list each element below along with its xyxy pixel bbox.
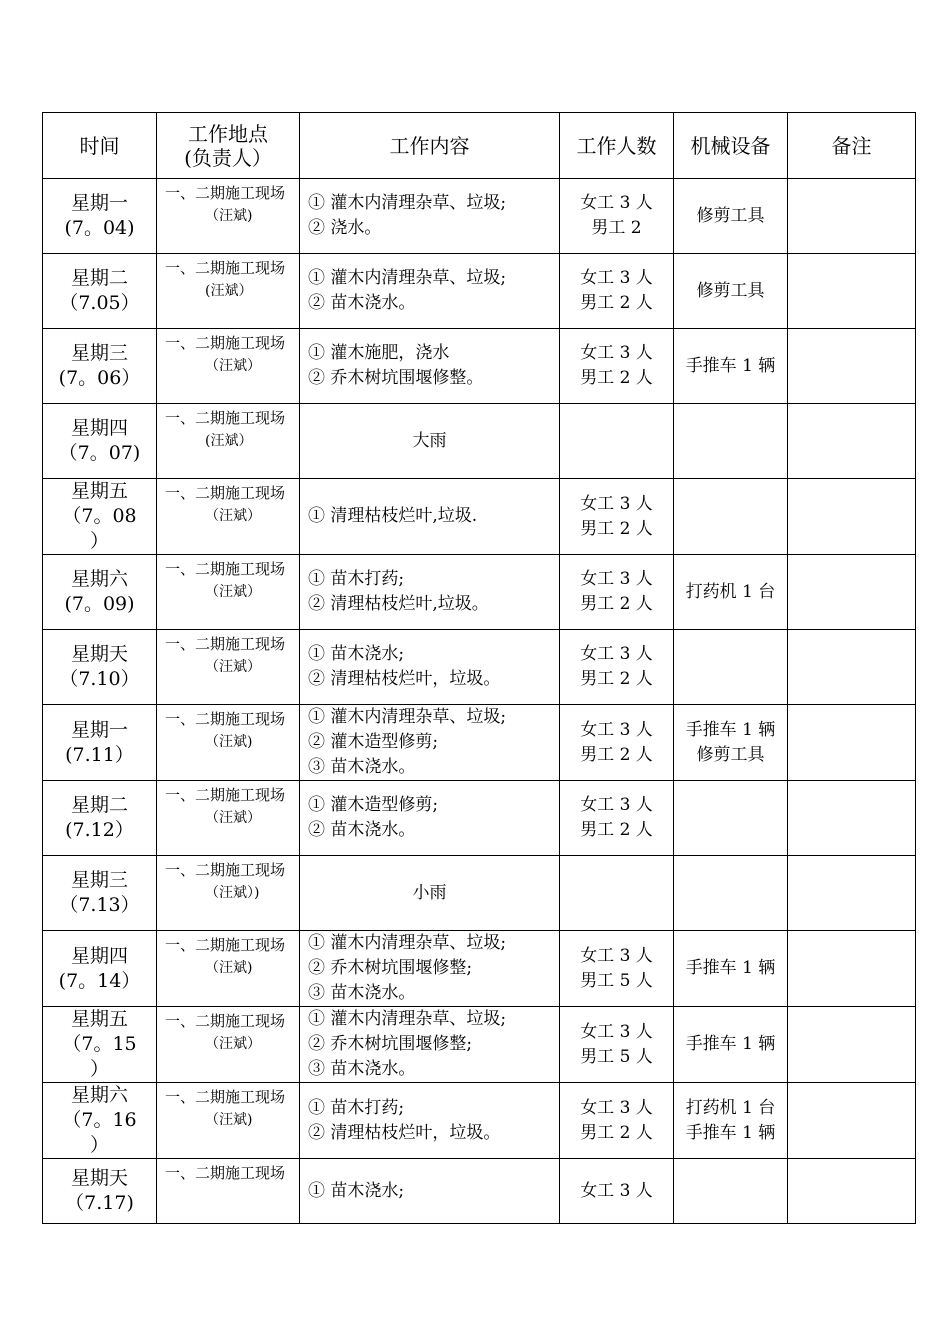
location-cell xyxy=(157,931,300,1007)
staff-cell xyxy=(560,555,674,630)
equipment-cell xyxy=(674,1007,788,1083)
weather-label: 小雨 xyxy=(412,882,447,903)
header-staff: 工作人数 xyxy=(560,113,674,179)
task-item: ③ 苗木浇水。 xyxy=(308,1059,416,1079)
table-row xyxy=(43,254,916,329)
staff-count: 女工 3 人 xyxy=(580,945,653,966)
date-cell xyxy=(43,179,157,254)
staff-cell xyxy=(560,479,674,555)
weekday-label: 星期二 xyxy=(70,267,128,289)
task-item: ① 灌木内清理杂草、垃圾; xyxy=(308,268,507,288)
staff-count: 男工 5 人 xyxy=(580,1046,653,1067)
task-item: ① 灌木施肥，浇水 xyxy=(308,343,450,363)
task-item: ① 灌木内清理杂草、垃圾; xyxy=(308,193,507,213)
staff-count: 男工 2 xyxy=(591,218,642,238)
task-item: ② 清理枯枝烂叶，垃圾。 xyxy=(308,669,501,689)
date-label: （7.10） xyxy=(59,668,140,690)
notes-cell xyxy=(788,856,916,931)
header-notes: 备注 xyxy=(788,113,916,179)
header-location-line1: 工作地点 xyxy=(188,121,268,146)
manager-label: （汪斌） xyxy=(205,508,261,524)
weather-label: 大雨 xyxy=(412,430,447,451)
header-content: 工作内容 xyxy=(300,113,560,179)
content-cell xyxy=(300,1083,560,1159)
staff-cell xyxy=(560,856,674,931)
manager-label: （汪斌) xyxy=(205,208,253,224)
location-cell xyxy=(157,856,300,931)
weekday-label: 星期六 xyxy=(70,1084,128,1106)
staff-count: 女工 3 人 xyxy=(580,268,653,288)
site-label: 一、二期施工现场 xyxy=(165,1012,286,1030)
date-label: （7。08 xyxy=(62,505,137,527)
date-cell xyxy=(43,329,157,404)
notes-cell xyxy=(788,555,916,630)
notes-cell xyxy=(788,329,916,404)
equipment-item: 修剪工具 xyxy=(696,744,765,765)
content-cell xyxy=(300,705,560,781)
equipment-cell xyxy=(674,479,788,555)
equipment-cell xyxy=(674,856,788,931)
header-time: 时间 xyxy=(43,113,157,179)
staff-count: 女工 3 人 xyxy=(580,795,653,815)
weekday-label: 星期六 xyxy=(70,568,128,590)
equipment-item: 手推车 1 辆 xyxy=(685,719,776,740)
date-cell xyxy=(43,781,157,856)
equipment-cell xyxy=(674,179,788,254)
location-cell xyxy=(157,179,300,254)
date-cell xyxy=(43,931,157,1007)
weekday-label: 星期五 xyxy=(70,480,128,502)
location-cell xyxy=(157,254,300,329)
site-label: 一、二期施工现场 xyxy=(165,334,286,352)
staff-count: 男工 5 人 xyxy=(580,970,653,991)
site-label: 一、二期施工现场 xyxy=(165,710,286,728)
notes-cell xyxy=(788,404,916,479)
site-label: 一、二期施工现场 xyxy=(165,635,286,653)
staff-cell xyxy=(560,931,674,1007)
task-item: ② 乔木树坑围堰修整; xyxy=(308,1034,473,1054)
date-label: （7。16 xyxy=(62,1109,137,1131)
equipment-cell xyxy=(674,630,788,705)
equipment-item: 打药机 1 台 xyxy=(685,581,776,602)
date-label-cont: ） xyxy=(89,530,109,552)
equipment-item: 修剪工具 xyxy=(696,205,765,226)
weekday-label: 星期四 xyxy=(70,417,128,439)
site-label: 一、二期施工现场 xyxy=(165,786,286,804)
staff-count: 女工 3 人 xyxy=(580,1021,653,1042)
equipment-item: 手推车 1 辆 xyxy=(685,355,776,376)
equipment-cell xyxy=(674,781,788,856)
content-cell xyxy=(300,781,560,856)
location-cell xyxy=(157,1083,300,1159)
manager-label: (汪斌） xyxy=(205,433,253,449)
site-label: 一、二期施工现场 xyxy=(165,861,286,879)
table-row xyxy=(43,1007,916,1083)
task-item: ② 浇水。 xyxy=(308,218,382,238)
table-row xyxy=(43,1083,916,1159)
staff-count: 男工 2 人 xyxy=(580,820,653,840)
table-row xyxy=(43,404,916,479)
task-item: ③ 苗木浇水。 xyxy=(308,757,416,777)
notes-cell xyxy=(788,781,916,856)
content-cell xyxy=(300,931,560,1007)
table-row xyxy=(43,329,916,404)
staff-cell xyxy=(560,705,674,781)
staff-count: 男工 2 人 xyxy=(580,669,653,689)
staff-cell xyxy=(560,1159,674,1224)
notes-cell xyxy=(788,254,916,329)
equipment-item: 手推车 1 辆 xyxy=(685,1122,776,1143)
manager-label: (汪斌） xyxy=(205,283,253,299)
header-location xyxy=(157,113,300,179)
table-row xyxy=(43,179,916,254)
equipment-cell xyxy=(674,329,788,404)
date-cell xyxy=(43,555,157,630)
site-label: 一、二期施工现场 xyxy=(165,1088,286,1106)
equipment-cell xyxy=(674,705,788,781)
staff-cell xyxy=(560,1083,674,1159)
content-cell xyxy=(300,329,560,404)
staff-count: 女工 3 人 xyxy=(580,1097,653,1118)
task-item: ① 灌木内清理杂草、垃圾; xyxy=(308,1009,507,1029)
weekday-label: 星期四 xyxy=(70,944,128,967)
table-row xyxy=(43,931,916,1007)
site-label: 一、二期施工现场 xyxy=(165,259,286,277)
notes-cell xyxy=(788,705,916,781)
task-item: ① 苗木打药; xyxy=(308,569,405,589)
date-cell xyxy=(43,1007,157,1083)
staff-count: 男工 2 人 xyxy=(580,368,653,388)
date-label: （7.05） xyxy=(59,292,140,314)
date-label: (7.11） xyxy=(65,743,134,766)
equipment-item: 手推车 1 辆 xyxy=(685,958,776,978)
manager-label: （汪斌) xyxy=(205,960,253,976)
weekday-label: 星期二 xyxy=(70,794,128,816)
notes-cell xyxy=(788,1083,916,1159)
schedule-body xyxy=(43,179,916,1224)
header-equipment: 机械设备 xyxy=(674,113,788,179)
notes-cell xyxy=(788,630,916,705)
task-item: ② 乔木树坑围堰修整。 xyxy=(308,368,484,388)
location-cell xyxy=(157,630,300,705)
table-row xyxy=(43,856,916,931)
equipment-cell xyxy=(674,404,788,479)
content-cell xyxy=(300,254,560,329)
table-row xyxy=(43,705,916,781)
equipment-cell xyxy=(674,931,788,1007)
table-row xyxy=(43,555,916,630)
task-item: ① 苗木浇水; xyxy=(308,644,405,664)
date-label: （7。07) xyxy=(58,442,141,464)
content-cell xyxy=(300,404,560,479)
weekday-label: 星期一 xyxy=(70,192,128,214)
date-label: (7。09) xyxy=(64,593,135,615)
staff-cell xyxy=(560,254,674,329)
task-item: ② 苗木浇水。 xyxy=(308,820,416,840)
location-cell xyxy=(157,329,300,404)
location-cell xyxy=(157,1007,300,1083)
task-item: ① 灌木内清理杂草、垃圾; xyxy=(308,707,507,727)
date-label: （7.13） xyxy=(59,894,140,916)
manager-label: （汪斌） xyxy=(205,358,261,374)
staff-count: 男工 2 人 xyxy=(580,594,653,614)
staff-count: 男工 2 人 xyxy=(580,744,653,765)
manager-label: （汪斌) xyxy=(205,1112,253,1128)
staff-cell xyxy=(560,404,674,479)
site-label: 一、二期施工现场 xyxy=(165,184,286,202)
task-item: ② 乔木树坑围堰修整; xyxy=(308,958,473,978)
manager-label: （汪斌） xyxy=(205,659,261,675)
location-cell xyxy=(157,705,300,781)
manager-label: （汪斌） xyxy=(205,584,261,600)
staff-count: 女工 3 人 xyxy=(580,1180,653,1201)
manager-label: （汪斌) xyxy=(205,734,253,750)
site-label: 一、二期施工现场 xyxy=(165,409,286,427)
notes-cell xyxy=(788,179,916,254)
content-cell xyxy=(300,630,560,705)
weekday-label: 星期五 xyxy=(70,1008,128,1030)
content-cell xyxy=(300,1159,560,1224)
staff-cell xyxy=(560,179,674,254)
location-cell xyxy=(157,781,300,856)
date-label: (7.12） xyxy=(65,819,134,841)
staff-count: 男工 2 人 xyxy=(580,1122,653,1143)
header-row xyxy=(43,113,916,179)
staff-cell xyxy=(560,630,674,705)
task-item: ② 苗木浇水。 xyxy=(308,293,416,313)
staff-cell xyxy=(560,1007,674,1083)
staff-count: 女工 3 人 xyxy=(580,493,653,514)
task-item: ① 灌木造型修剪; xyxy=(308,795,439,815)
location-cell xyxy=(157,1159,300,1224)
staff-count: 女工 3 人 xyxy=(580,343,653,363)
date-cell xyxy=(43,1083,157,1159)
date-label: （7.17) xyxy=(65,1192,134,1214)
site-label: 一、二期施工现场 xyxy=(165,936,286,954)
equipment-item: 打药机 1 台 xyxy=(685,1097,776,1118)
location-cell xyxy=(157,555,300,630)
content-cell xyxy=(300,479,560,555)
table-row xyxy=(43,630,916,705)
manager-label: （汪斌） xyxy=(205,810,261,826)
date-cell xyxy=(43,404,157,479)
task-item: ① 清理枯枝烂叶,垃圾. xyxy=(308,506,478,526)
header-location-line2: (负责人） xyxy=(184,145,272,170)
task-item: ① 苗木打药; xyxy=(308,1097,405,1118)
weekday-label: 星期天 xyxy=(70,1167,128,1189)
date-cell xyxy=(43,479,157,555)
notes-cell xyxy=(788,479,916,555)
date-label: （7。15 xyxy=(62,1033,137,1055)
weekday-label: 星期一 xyxy=(70,718,128,741)
weekday-label: 星期三 xyxy=(70,869,128,891)
staff-count: 女工 3 人 xyxy=(580,719,653,740)
date-label: (7。06） xyxy=(58,367,141,389)
staff-cell xyxy=(560,329,674,404)
task-item: ② 灌木造型修剪; xyxy=(308,732,439,752)
table-row xyxy=(43,479,916,555)
notes-cell xyxy=(788,1007,916,1083)
location-cell xyxy=(157,479,300,555)
equipment-cell xyxy=(674,254,788,329)
table-row xyxy=(43,1159,916,1224)
site-label: 一、二期施工现场 xyxy=(165,484,286,502)
location-cell xyxy=(157,404,300,479)
content-cell xyxy=(300,1007,560,1083)
content-cell xyxy=(300,179,560,254)
staff-count: 女工 3 人 xyxy=(580,569,653,589)
weekday-label: 星期三 xyxy=(70,342,128,364)
equipment-cell xyxy=(674,1159,788,1224)
date-cell xyxy=(43,630,157,705)
equipment-cell xyxy=(674,1083,788,1159)
manager-label: （汪斌） xyxy=(205,1036,261,1052)
task-item: ② 清理枯枝烂叶，垃圾。 xyxy=(308,1122,501,1143)
site-label: 一、二期施工现场 xyxy=(165,1164,286,1182)
site-label: 一、二期施工现场 xyxy=(165,560,286,578)
manager-label: （汪斌）) xyxy=(205,885,260,901)
date-label-cont: ） xyxy=(89,1134,109,1156)
staff-count: 男工 2 人 xyxy=(580,518,653,539)
date-label-cont: ） xyxy=(89,1058,109,1080)
date-label: (7。04) xyxy=(64,217,135,239)
staff-cell xyxy=(560,781,674,856)
task-item: ② 清理枯枝烂叶,垃圾。 xyxy=(308,594,489,614)
notes-cell xyxy=(788,1159,916,1224)
table-row xyxy=(43,781,916,856)
weekday-label: 星期天 xyxy=(70,643,128,665)
task-item: ① 苗木浇水; xyxy=(308,1180,405,1201)
date-cell xyxy=(43,1159,157,1224)
equipment-item: 修剪工具 xyxy=(696,280,765,301)
task-item: ③ 苗木浇水。 xyxy=(308,983,416,1003)
staff-count: 女工 3 人 xyxy=(580,644,653,664)
date-cell xyxy=(43,254,157,329)
staff-count: 女工 3 人 xyxy=(580,193,653,213)
equipment-cell xyxy=(674,555,788,630)
staff-count: 男工 2 人 xyxy=(580,293,653,313)
equipment-item: 手推车 1 辆 xyxy=(685,1034,776,1054)
date-cell xyxy=(43,705,157,781)
date-cell xyxy=(43,856,157,931)
date-label: (7。14） xyxy=(58,969,141,992)
notes-cell xyxy=(788,931,916,1007)
task-item: ① 灌木内清理杂草、垃圾; xyxy=(308,933,507,953)
work-schedule-table xyxy=(42,112,916,1224)
content-cell xyxy=(300,856,560,931)
content-cell xyxy=(300,555,560,630)
